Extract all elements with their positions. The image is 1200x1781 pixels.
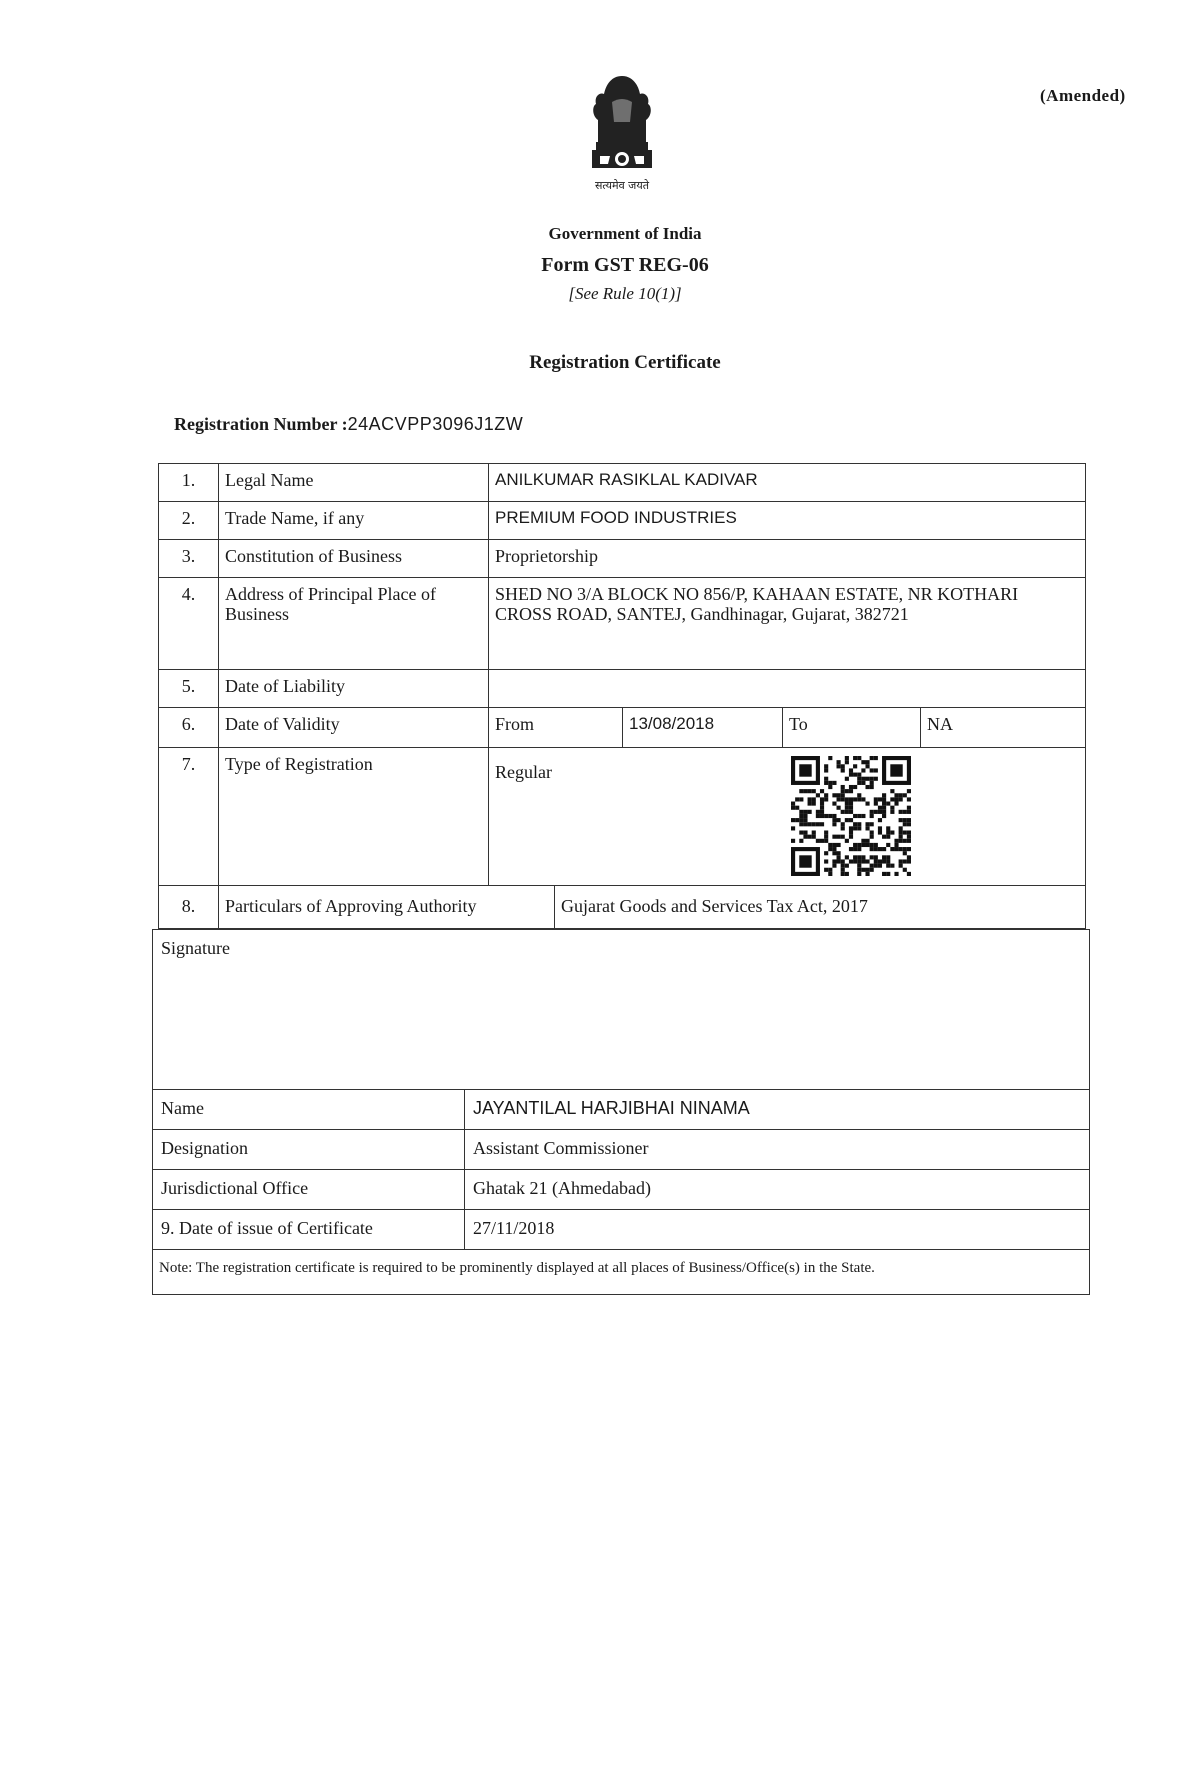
- validity-to-date: NA: [927, 714, 953, 734]
- amended-label: (Amended): [1040, 86, 1126, 105]
- note-row: [153, 1250, 1089, 1296]
- table-row: [159, 708, 1085, 748]
- field-value: ANILKUMAR RASIKLAL KADIVAR: [495, 470, 758, 489]
- field-value: Gujarat Goods and Services Tax Act, 2017: [561, 896, 868, 916]
- field-value: PREMIUM FOOD INDUSTRIES: [495, 508, 737, 527]
- table-row: [159, 578, 1085, 670]
- designation-value: Assistant Commissioner: [473, 1138, 649, 1158]
- row-number: 7.: [159, 748, 219, 885]
- registration-details-table: [158, 463, 1086, 929]
- validity-to-label: To: [783, 708, 921, 747]
- form-heading: Form GST REG-06: [541, 254, 709, 276]
- jurisdictional-office-value: Ghatak 21 (Ahmedabad): [473, 1178, 651, 1198]
- rule-reference: [See Rule 10(1)]: [568, 284, 682, 303]
- field-value: Regular: [495, 762, 552, 782]
- field-label: Date of Liability: [219, 670, 489, 707]
- government-heading: Government of India: [548, 224, 702, 243]
- registration-number-label: Registration Number :: [174, 414, 348, 434]
- issue-date-value: 27/11/2018: [473, 1218, 555, 1238]
- table-row: [159, 670, 1085, 708]
- field-label: Trade Name, if any: [219, 502, 489, 539]
- row-number: 8.: [159, 886, 219, 930]
- emblem-motto: सत्यमेव जयते: [594, 179, 649, 192]
- table-row: [159, 502, 1085, 540]
- signature-label: Signature: [161, 938, 230, 958]
- national-emblem-icon: [582, 72, 662, 182]
- row-number: 3.: [159, 540, 219, 577]
- field-value: Proprietorship: [495, 546, 598, 566]
- table-row: [153, 1210, 1089, 1250]
- row-number: 4.: [159, 578, 219, 669]
- validity-from-date: 13/08/2018: [623, 708, 783, 747]
- designation-label: Designation: [153, 1130, 465, 1169]
- table-row: [153, 1170, 1089, 1210]
- field-label: Constitution of Business: [219, 540, 489, 577]
- table-row: [153, 1130, 1089, 1170]
- row-number: 5.: [159, 670, 219, 707]
- jurisdictional-office-label: Jurisdictional Office: [153, 1170, 465, 1209]
- table-row: [159, 748, 1085, 886]
- signature-row: [153, 930, 1089, 1090]
- field-label: Type of Registration: [219, 748, 489, 885]
- field-value: SHED NO 3/A BLOCK NO 856/P, KAHAAN ESTATE, NR KOTHARI CROSS ROAD, SANTEJ, Gandhinagar, Gujarat, 382721: [495, 584, 1019, 624]
- officer-name: JAYANTILAL HARJIBHAI NINAMA: [473, 1098, 750, 1118]
- table-row: [159, 886, 1085, 930]
- certificate-title: Registration Certificate: [529, 352, 721, 373]
- signature-table: [152, 929, 1090, 1295]
- registration-number: [174, 414, 523, 435]
- field-label: Address of Principal Place of Business: [219, 578, 489, 669]
- name-label: Name: [153, 1090, 465, 1129]
- validity-from-label: From: [489, 708, 623, 747]
- row-number: 6.: [159, 708, 219, 747]
- note-text: Note: The registration certificate is required to be prominently displayed at all places of Business/Office(s) in the State.: [159, 1260, 875, 1276]
- field-value: [489, 670, 1085, 707]
- field-label: Particulars of Approving Authority: [219, 886, 555, 930]
- table-row: [159, 540, 1085, 578]
- row-number: 2.: [159, 502, 219, 539]
- registration-number-value: 24ACVPP3096J1ZW: [347, 414, 524, 434]
- table-row: [159, 464, 1085, 502]
- field-label: Date of Validity: [219, 708, 489, 747]
- issue-date-label: 9. Date of issue of Certificate: [153, 1210, 465, 1249]
- row-number: 1.: [159, 464, 219, 501]
- qr-code-icon: [791, 756, 911, 876]
- field-label: Legal Name: [219, 464, 489, 501]
- table-row: [153, 1090, 1089, 1130]
